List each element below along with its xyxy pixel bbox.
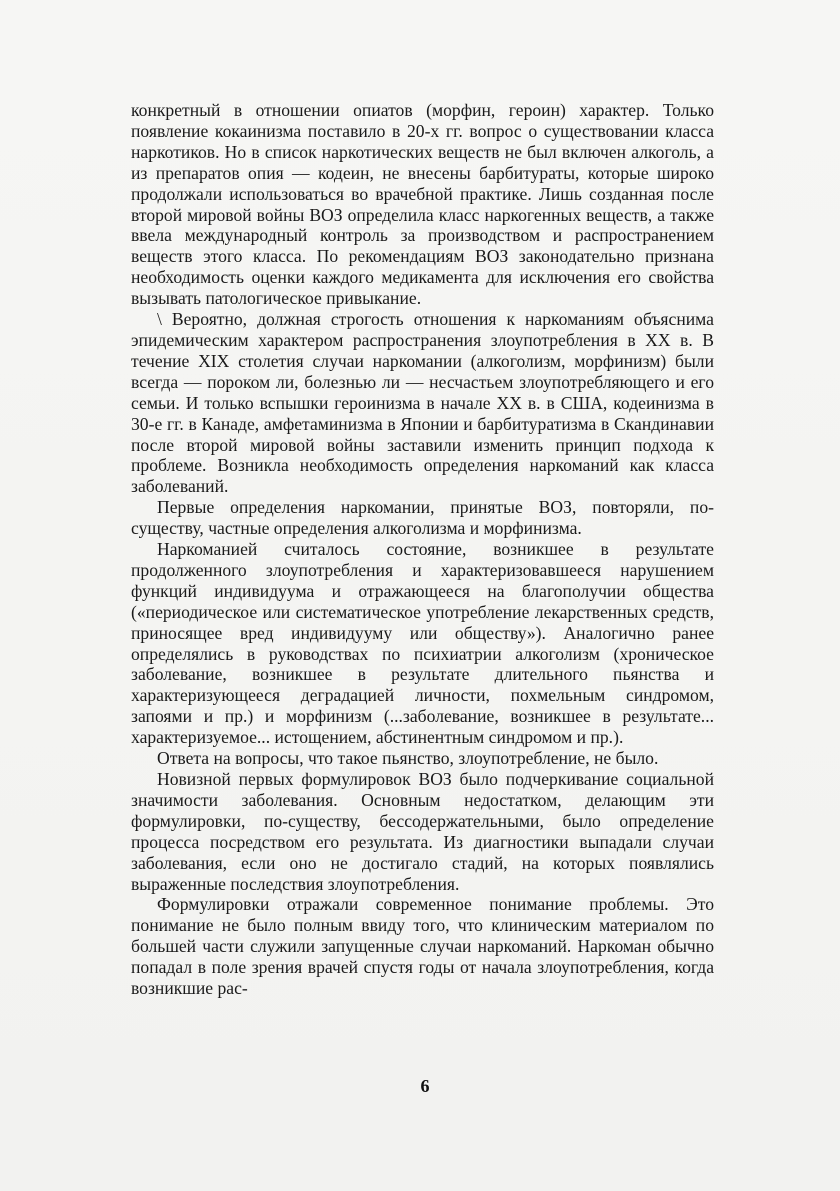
- paragraph: Наркоманией считалось состояние, возникшее в результате продолженного злоупотребления и характеризовавшееся нарушением функций индивидуума и отражающееся на благополучии общества («периодическое или систематическое употребление лекарственных средств, приносящее вред индивидууму или обществу»). Аналогично ранее определялись в руководствах по психиатрии алкоголизм (хроническое заболевание, возникшее в результате длительного пьянства и характеризующееся деградацией личности, похмельным синдромом, запоями и пр.) и морфинизм (...заболевание, возникшее в результате... характеризуемое... истощением, абстинентным синдромом и пр.).: [131, 539, 714, 748]
- paragraph: Ответа на вопросы, что такое пьянство, злоупотребление, не было.: [157, 748, 659, 769]
- paragraph: конкретный в отношении опиатов (морфин, героин) характер. Только появление кокаинизма поставило в 20-х гг. вопрос о существовании класса наркотиков. Но в список наркотических веществ не был включен алкоголь, а из препаратов опия — кодеин, не внесены барбитураты, которые широко продолжали использоваться во врачебной практике. Лишь созданная после второй мировой войны ВОЗ определила класс наркогенных веществ, а также ввела международный контроль за производством и распространением веществ этого класса. По рекомендациям ВОЗ законодательно признана необходимость оценки каждого медикамента для исключения его свойства вызывать патологическое привыкание.: [131, 100, 714, 309]
- body-text: [131, 100, 714, 999]
- paragraph: Новизной первых формулировок ВОЗ было подчеркивание социальной значимости заболевания. Основным недостатком, делающим эти формулировки, по-существу, бессодержательными, было определение процесса посредством его результата. Из диагностики выпадали случаи заболевания, если оно не достигало стадий, на которых появлялись выраженные последствия злоупотребления.: [131, 769, 714, 894]
- paragraph: Формулировки отражали современное понимание проблемы. Это понимание не было полным ввиду того, что клиническим материалом по большей части служили запущенные случаи наркоманий. Наркоман обычно попадал в поле зрения врачей спустя годы от начала злоупотребления, когда возникшие рас-: [131, 894, 714, 999]
- page-number: 6: [420, 1076, 430, 1096]
- paragraph: Первые определения наркомании, принятые ВОЗ, повторяли, по-существу, частные определения алкоголизма и морфинизма.: [131, 497, 714, 539]
- paragraph: \ Вероятно, должная строгость отношения к наркоманиям объяснима эпидемическим характером распространения злоупотребления в XX в. В течение XIX столетия случаи наркомании (алкоголизм, морфинизм) были всегда — пороком ли, болезнью ли — несчастьем злоупотребляющего и его семьи. И только вспышки героинизма в начале XX в. в США, кодеинизма в 30-е гг. в Канаде, амфетаминизма в Японии и барбитуратизма в Скандинавии после второй мировой войны заставили изменить принцип подхода к проблеме. Возникла необходимость определения наркоманий как класса заболеваний.: [131, 309, 714, 497]
